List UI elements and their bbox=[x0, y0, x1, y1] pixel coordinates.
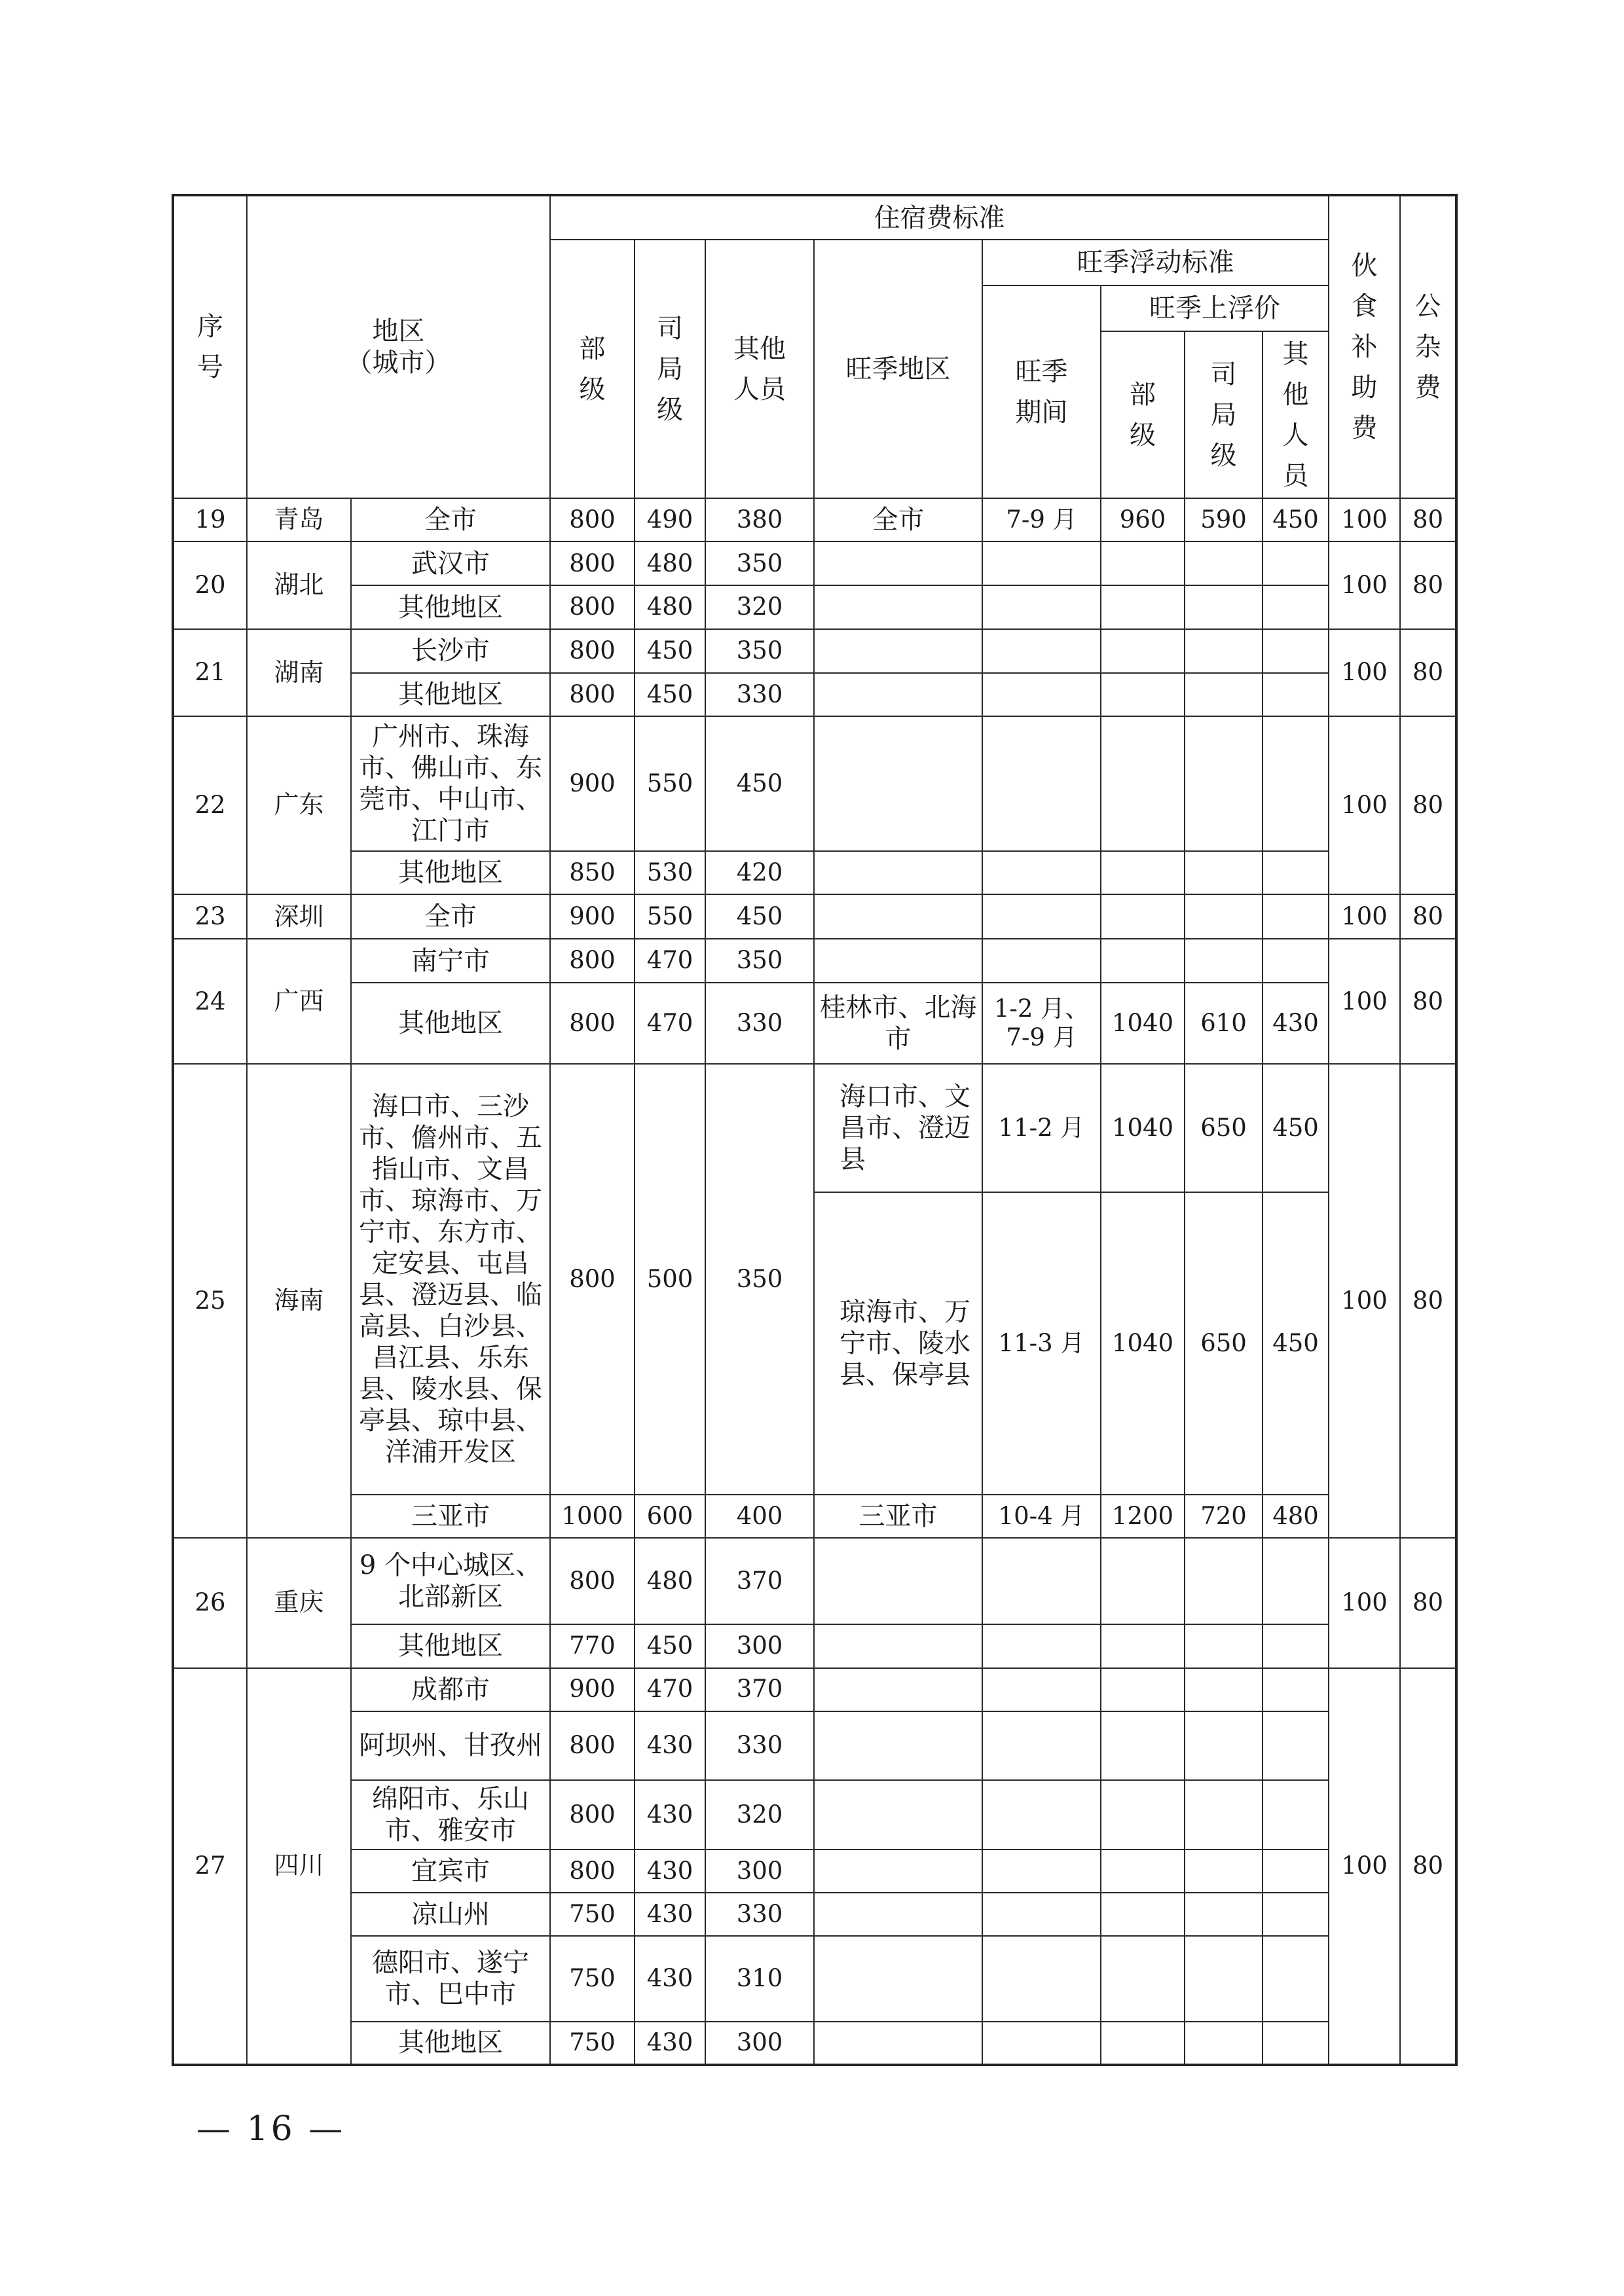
seq-cell: 21 bbox=[173, 629, 247, 716]
bureau-cell: 430 bbox=[635, 1936, 705, 2021]
peak-ministerial-cell: 1040 bbox=[1101, 1192, 1185, 1495]
table-row bbox=[173, 1711, 1456, 1780]
ministerial-cell: 800 bbox=[550, 1711, 635, 1780]
bureau-cell: 450 bbox=[635, 1624, 705, 1667]
ministerial-cell: 770 bbox=[550, 1624, 635, 1667]
province-cell: 广东 bbox=[247, 716, 351, 894]
empty-cell bbox=[982, 894, 1101, 939]
empty-cell bbox=[814, 673, 982, 716]
empty-cell bbox=[1185, 939, 1263, 982]
empty-cell bbox=[1263, 939, 1329, 982]
seq-cell: 27 bbox=[173, 1668, 247, 2065]
table-row bbox=[173, 939, 1456, 982]
province-cell: 深圳 bbox=[247, 894, 351, 939]
empty-cell bbox=[982, 541, 1101, 585]
meal-cell: 100 bbox=[1329, 1538, 1400, 1668]
bureau-cell: 470 bbox=[635, 983, 705, 1064]
table-row bbox=[173, 1850, 1456, 1893]
empty-cell bbox=[982, 1936, 1101, 2021]
empty-cell bbox=[1263, 1936, 1329, 2021]
peak-region-cell: 琼海市、万宁市、陵水县、保亭县 bbox=[814, 1192, 982, 1495]
others-cell: 330 bbox=[705, 1893, 814, 1936]
empty-cell bbox=[1101, 1711, 1185, 1780]
empty-cell bbox=[814, 2022, 982, 2065]
bureau-cell: 480 bbox=[635, 541, 705, 585]
others-cell: 320 bbox=[705, 1780, 814, 1849]
empty-cell bbox=[1263, 585, 1329, 629]
peak-bureau-cell: 650 bbox=[1185, 1192, 1263, 1495]
empty-cell bbox=[982, 716, 1101, 851]
seq-cell: 26 bbox=[173, 1538, 247, 1668]
empty-cell bbox=[814, 1668, 982, 1711]
empty-cell bbox=[1101, 1936, 1185, 2021]
region-cell: 海口市、三沙市、儋州市、五指山市、文昌市、琼海市、万宁市、东方市、定安县、屯昌县、澄迈县、临高县、白沙县、昌江县、乐东县、陵水县、保亭县、琼中县、洋浦开发区 bbox=[351, 1064, 550, 1494]
empty-cell bbox=[1185, 585, 1263, 629]
others-cell: 350 bbox=[705, 1064, 814, 1494]
empty-cell bbox=[1263, 2022, 1329, 2065]
others-cell: 350 bbox=[705, 939, 814, 982]
empty-cell bbox=[982, 851, 1101, 894]
bureau-cell: 450 bbox=[635, 629, 705, 673]
table-row bbox=[173, 1624, 1456, 1667]
header-seq: 序号 bbox=[173, 195, 247, 498]
region-cell: 阿坝州、甘孜州 bbox=[351, 1711, 550, 1780]
peak-others-cell: 450 bbox=[1263, 498, 1329, 541]
region-cell: 其他地区 bbox=[351, 851, 550, 894]
empty-cell bbox=[1185, 851, 1263, 894]
bureau-cell: 430 bbox=[635, 2022, 705, 2065]
bureau-cell: 470 bbox=[635, 1668, 705, 1711]
ministerial-cell: 900 bbox=[550, 716, 635, 851]
region-cell: 广州市、珠海市、佛山市、东莞市、中山市、江门市 bbox=[351, 716, 550, 851]
empty-cell bbox=[1185, 2022, 1263, 2065]
empty-cell bbox=[1185, 716, 1263, 851]
table-row bbox=[173, 1936, 1456, 2021]
header-peak-ministerial: 部级 bbox=[1101, 331, 1185, 498]
empty-cell bbox=[1185, 1893, 1263, 1936]
table-row bbox=[173, 629, 1456, 673]
seq-cell: 19 bbox=[173, 498, 247, 541]
table-row bbox=[173, 2022, 1456, 2065]
empty-cell bbox=[1101, 716, 1185, 851]
empty-cell bbox=[814, 851, 982, 894]
peak-bureau-cell: 610 bbox=[1185, 983, 1263, 1064]
others-cell: 300 bbox=[705, 2022, 814, 2065]
others-cell: 300 bbox=[705, 1850, 814, 1893]
empty-cell bbox=[1101, 1668, 1185, 1711]
bureau-cell: 600 bbox=[635, 1495, 705, 1538]
others-cell: 450 bbox=[705, 716, 814, 851]
peak-region-cell: 桂林市、北海市 bbox=[814, 983, 982, 1064]
header-peak-bureau: 司局级 bbox=[1185, 331, 1263, 498]
ministerial-cell: 850 bbox=[550, 851, 635, 894]
empty-cell bbox=[814, 1780, 982, 1849]
province-cell: 海南 bbox=[247, 1064, 351, 1538]
empty-cell bbox=[1101, 541, 1185, 585]
table-row bbox=[173, 1064, 1456, 1192]
province-cell: 青岛 bbox=[247, 498, 351, 541]
bureau-cell: 490 bbox=[635, 498, 705, 541]
bureau-cell: 430 bbox=[635, 1893, 705, 1936]
empty-cell bbox=[1185, 673, 1263, 716]
bureau-cell: 480 bbox=[635, 585, 705, 629]
empty-cell bbox=[814, 541, 982, 585]
table-row bbox=[173, 894, 1456, 939]
empty-cell bbox=[982, 1668, 1101, 1711]
header-peak-others: 其他人员 bbox=[1263, 331, 1329, 498]
empty-cell bbox=[814, 894, 982, 939]
others-cell: 350 bbox=[705, 541, 814, 585]
empty-cell bbox=[1101, 894, 1185, 939]
meal-cell: 100 bbox=[1329, 1668, 1400, 2065]
empty-cell bbox=[814, 1538, 982, 1624]
province-cell: 重庆 bbox=[247, 1538, 351, 1668]
misc-cell: 80 bbox=[1400, 629, 1456, 716]
misc-cell: 80 bbox=[1400, 498, 1456, 541]
province-cell: 湖北 bbox=[247, 541, 351, 629]
empty-cell bbox=[1263, 673, 1329, 716]
empty-cell bbox=[1263, 716, 1329, 851]
empty-cell bbox=[1101, 1624, 1185, 1667]
empty-cell bbox=[1263, 1538, 1329, 1624]
others-cell: 450 bbox=[705, 894, 814, 939]
misc-cell: 80 bbox=[1400, 541, 1456, 629]
empty-cell bbox=[1263, 1780, 1329, 1849]
empty-cell bbox=[1263, 629, 1329, 673]
ministerial-cell: 1000 bbox=[550, 1495, 635, 1538]
empty-cell bbox=[1101, 629, 1185, 673]
ministerial-cell: 750 bbox=[550, 1893, 635, 1936]
others-cell: 300 bbox=[705, 1624, 814, 1667]
bureau-cell: 500 bbox=[635, 1064, 705, 1494]
others-cell: 320 bbox=[705, 585, 814, 629]
region-cell: 全市 bbox=[351, 498, 550, 541]
header-others: 其他人员 bbox=[705, 240, 814, 498]
misc-cell: 80 bbox=[1400, 1064, 1456, 1538]
empty-cell bbox=[1101, 1850, 1185, 1893]
bureau-cell: 430 bbox=[635, 1850, 705, 1893]
peak-ministerial-cell: 960 bbox=[1101, 498, 1185, 541]
peak-others-cell: 450 bbox=[1263, 1064, 1329, 1192]
peak-others-cell: 450 bbox=[1263, 1192, 1329, 1495]
region-cell: 其他地区 bbox=[351, 585, 550, 629]
empty-cell bbox=[814, 1936, 982, 2021]
table-row bbox=[173, 1893, 1456, 1936]
province-cell: 湖南 bbox=[247, 629, 351, 716]
ministerial-cell: 900 bbox=[550, 1668, 635, 1711]
empty-cell bbox=[814, 1624, 982, 1667]
others-cell: 350 bbox=[705, 629, 814, 673]
bureau-cell: 530 bbox=[635, 851, 705, 894]
peak-bureau-cell: 590 bbox=[1185, 498, 1263, 541]
peak-region-cell: 海口市、文昌市、澄迈县 bbox=[814, 1064, 982, 1192]
empty-cell bbox=[1101, 1780, 1185, 1849]
empty-cell bbox=[814, 1850, 982, 1893]
region-cell: 全市 bbox=[351, 894, 550, 939]
seq-cell: 23 bbox=[173, 894, 247, 939]
empty-cell bbox=[982, 629, 1101, 673]
table-row bbox=[173, 673, 1456, 716]
region-cell: 其他地区 bbox=[351, 2022, 550, 2065]
province-cell: 四川 bbox=[247, 1668, 351, 2065]
peak-bureau-cell: 720 bbox=[1185, 1495, 1263, 1538]
bureau-cell: 550 bbox=[635, 894, 705, 939]
ministerial-cell: 750 bbox=[550, 2022, 635, 2065]
misc-cell: 80 bbox=[1400, 939, 1456, 1064]
ministerial-cell: 800 bbox=[550, 498, 635, 541]
others-cell: 370 bbox=[705, 1538, 814, 1624]
empty-cell bbox=[1185, 1624, 1263, 1667]
empty-cell bbox=[982, 1624, 1101, 1667]
allowance-standards-table bbox=[172, 194, 1458, 2066]
others-cell: 400 bbox=[705, 1495, 814, 1538]
ministerial-cell: 900 bbox=[550, 894, 635, 939]
meal-cell: 100 bbox=[1329, 541, 1400, 629]
header-region: 地区 （城市） bbox=[247, 195, 550, 498]
meal-cell: 100 bbox=[1329, 716, 1400, 894]
peak-others-cell: 430 bbox=[1263, 983, 1329, 1064]
region-cell: 其他地区 bbox=[351, 1624, 550, 1667]
bureau-cell: 430 bbox=[635, 1780, 705, 1849]
others-cell: 420 bbox=[705, 851, 814, 894]
empty-cell bbox=[814, 1893, 982, 1936]
header-peak-region: 旺季地区 bbox=[814, 240, 982, 498]
table-row bbox=[173, 585, 1456, 629]
ministerial-cell: 750 bbox=[550, 1936, 635, 2021]
header-bureau: 司局级 bbox=[635, 240, 705, 498]
meal-cell: 100 bbox=[1329, 629, 1400, 716]
peak-period-cell: 1-2 月、7-9 月 bbox=[982, 983, 1101, 1064]
misc-cell: 80 bbox=[1400, 716, 1456, 894]
region-cell: 其他地区 bbox=[351, 983, 550, 1064]
peak-ministerial-cell: 1200 bbox=[1101, 1495, 1185, 1538]
others-cell: 330 bbox=[705, 983, 814, 1064]
ministerial-cell: 800 bbox=[550, 1064, 635, 1494]
seq-cell: 25 bbox=[173, 1064, 247, 1538]
seq-cell: 22 bbox=[173, 716, 247, 894]
province-cell: 广西 bbox=[247, 939, 351, 1064]
empty-cell bbox=[814, 939, 982, 982]
empty-cell bbox=[1101, 2022, 1185, 2065]
empty-cell bbox=[1263, 1668, 1329, 1711]
region-cell: 德阳市、遂宁市、巴中市 bbox=[351, 1936, 550, 2021]
bureau-cell: 550 bbox=[635, 716, 705, 851]
others-cell: 330 bbox=[705, 673, 814, 716]
table-row bbox=[173, 1495, 1456, 1538]
peak-ministerial-cell: 1040 bbox=[1101, 983, 1185, 1064]
empty-cell bbox=[982, 1711, 1101, 1780]
peak-period-cell: 7-9 月 bbox=[982, 498, 1101, 541]
peak-period-cell: 11-2 月 bbox=[982, 1064, 1101, 1192]
meal-cell: 100 bbox=[1329, 1064, 1400, 1538]
header-peak-float: 旺季浮动标准 bbox=[982, 240, 1329, 285]
empty-cell bbox=[1263, 1893, 1329, 1936]
empty-cell bbox=[982, 1780, 1101, 1849]
table-row bbox=[173, 1668, 1456, 1711]
page-number: — 16 — bbox=[196, 2109, 346, 2149]
ministerial-cell: 800 bbox=[550, 585, 635, 629]
misc-cell: 80 bbox=[1400, 894, 1456, 939]
region-cell: 成都市 bbox=[351, 1668, 550, 1711]
empty-cell bbox=[982, 673, 1101, 716]
empty-cell bbox=[1263, 1711, 1329, 1780]
table-row bbox=[173, 983, 1456, 1064]
ministerial-cell: 800 bbox=[550, 1538, 635, 1624]
empty-cell bbox=[814, 629, 982, 673]
empty-cell bbox=[1101, 851, 1185, 894]
empty-cell bbox=[1263, 894, 1329, 939]
ministerial-cell: 800 bbox=[550, 1780, 635, 1849]
others-cell: 380 bbox=[705, 498, 814, 541]
empty-cell bbox=[1263, 1624, 1329, 1667]
empty-cell bbox=[982, 1538, 1101, 1624]
empty-cell bbox=[1185, 1780, 1263, 1849]
region-cell: 武汉市 bbox=[351, 541, 550, 585]
ministerial-cell: 800 bbox=[550, 673, 635, 716]
ministerial-cell: 800 bbox=[550, 983, 635, 1064]
empty-cell bbox=[1101, 1538, 1185, 1624]
misc-cell: 80 bbox=[1400, 1538, 1456, 1668]
empty-cell bbox=[1101, 585, 1185, 629]
empty-cell bbox=[1185, 894, 1263, 939]
peak-region-cell: 全市 bbox=[814, 498, 982, 541]
seq-cell: 20 bbox=[173, 541, 247, 629]
peak-ministerial-cell: 1040 bbox=[1101, 1064, 1185, 1192]
empty-cell bbox=[1185, 541, 1263, 585]
region-cell: 宜宾市 bbox=[351, 1850, 550, 1893]
empty-cell bbox=[1263, 851, 1329, 894]
empty-cell bbox=[982, 2022, 1101, 2065]
seq-cell: 24 bbox=[173, 939, 247, 1064]
empty-cell bbox=[1263, 541, 1329, 585]
header-misc: 公杂费 bbox=[1400, 195, 1456, 498]
others-cell: 330 bbox=[705, 1711, 814, 1780]
region-cell: 南宁市 bbox=[351, 939, 550, 982]
table-row bbox=[173, 851, 1456, 894]
empty-cell bbox=[814, 1711, 982, 1780]
empty-cell bbox=[814, 585, 982, 629]
region-cell: 绵阳市、乐山市、雅安市 bbox=[351, 1780, 550, 1849]
bureau-cell: 470 bbox=[635, 939, 705, 982]
empty-cell bbox=[1185, 1711, 1263, 1780]
bureau-cell: 450 bbox=[635, 673, 705, 716]
peak-region-cell: 三亚市 bbox=[814, 1495, 982, 1538]
empty-cell bbox=[1185, 1850, 1263, 1893]
region-cell: 三亚市 bbox=[351, 1495, 550, 1538]
ministerial-cell: 800 bbox=[550, 1850, 635, 1893]
table-row bbox=[173, 541, 1456, 585]
region-cell: 9 个中心城区、北部新区 bbox=[351, 1538, 550, 1624]
table-row bbox=[173, 498, 1456, 541]
empty-cell bbox=[982, 1893, 1101, 1936]
meal-cell: 100 bbox=[1329, 939, 1400, 1064]
meal-cell: 100 bbox=[1329, 498, 1400, 541]
empty-cell bbox=[982, 939, 1101, 982]
empty-cell bbox=[1185, 1936, 1263, 2021]
region-cell: 凉山州 bbox=[351, 1893, 550, 1936]
header-meal: 伙食补助费 bbox=[1329, 195, 1400, 498]
peak-bureau-cell: 650 bbox=[1185, 1064, 1263, 1192]
empty-cell bbox=[982, 1850, 1101, 1893]
ministerial-cell: 800 bbox=[550, 629, 635, 673]
others-cell: 310 bbox=[705, 1936, 814, 2021]
peak-others-cell: 480 bbox=[1263, 1495, 1329, 1538]
header-peak-period: 旺季期间 bbox=[982, 285, 1101, 498]
ministerial-cell: 800 bbox=[550, 541, 635, 585]
empty-cell bbox=[1185, 1538, 1263, 1624]
empty-cell bbox=[1185, 629, 1263, 673]
meal-cell: 100 bbox=[1329, 894, 1400, 939]
peak-period-cell: 11-3 月 bbox=[982, 1192, 1101, 1495]
others-cell: 370 bbox=[705, 1668, 814, 1711]
bureau-cell: 480 bbox=[635, 1538, 705, 1624]
empty-cell bbox=[982, 585, 1101, 629]
empty-cell bbox=[1101, 673, 1185, 716]
header-ministerial: 部级 bbox=[550, 240, 635, 498]
empty-cell bbox=[814, 716, 982, 851]
region-cell: 长沙市 bbox=[351, 629, 550, 673]
header-lodging: 住宿费标准 bbox=[550, 195, 1329, 240]
empty-cell bbox=[1185, 1668, 1263, 1711]
table-row bbox=[173, 1780, 1456, 1849]
empty-cell bbox=[1101, 1893, 1185, 1936]
peak-period-cell: 10-4 月 bbox=[982, 1495, 1101, 1538]
empty-cell bbox=[1101, 939, 1185, 982]
bureau-cell: 430 bbox=[635, 1711, 705, 1780]
region-cell: 其他地区 bbox=[351, 673, 550, 716]
table-row bbox=[173, 1538, 1456, 1624]
misc-cell: 80 bbox=[1400, 1668, 1456, 2065]
empty-cell bbox=[1263, 1850, 1329, 1893]
ministerial-cell: 800 bbox=[550, 939, 635, 982]
header-peak-up: 旺季上浮价 bbox=[1101, 285, 1329, 331]
table-row bbox=[173, 716, 1456, 851]
